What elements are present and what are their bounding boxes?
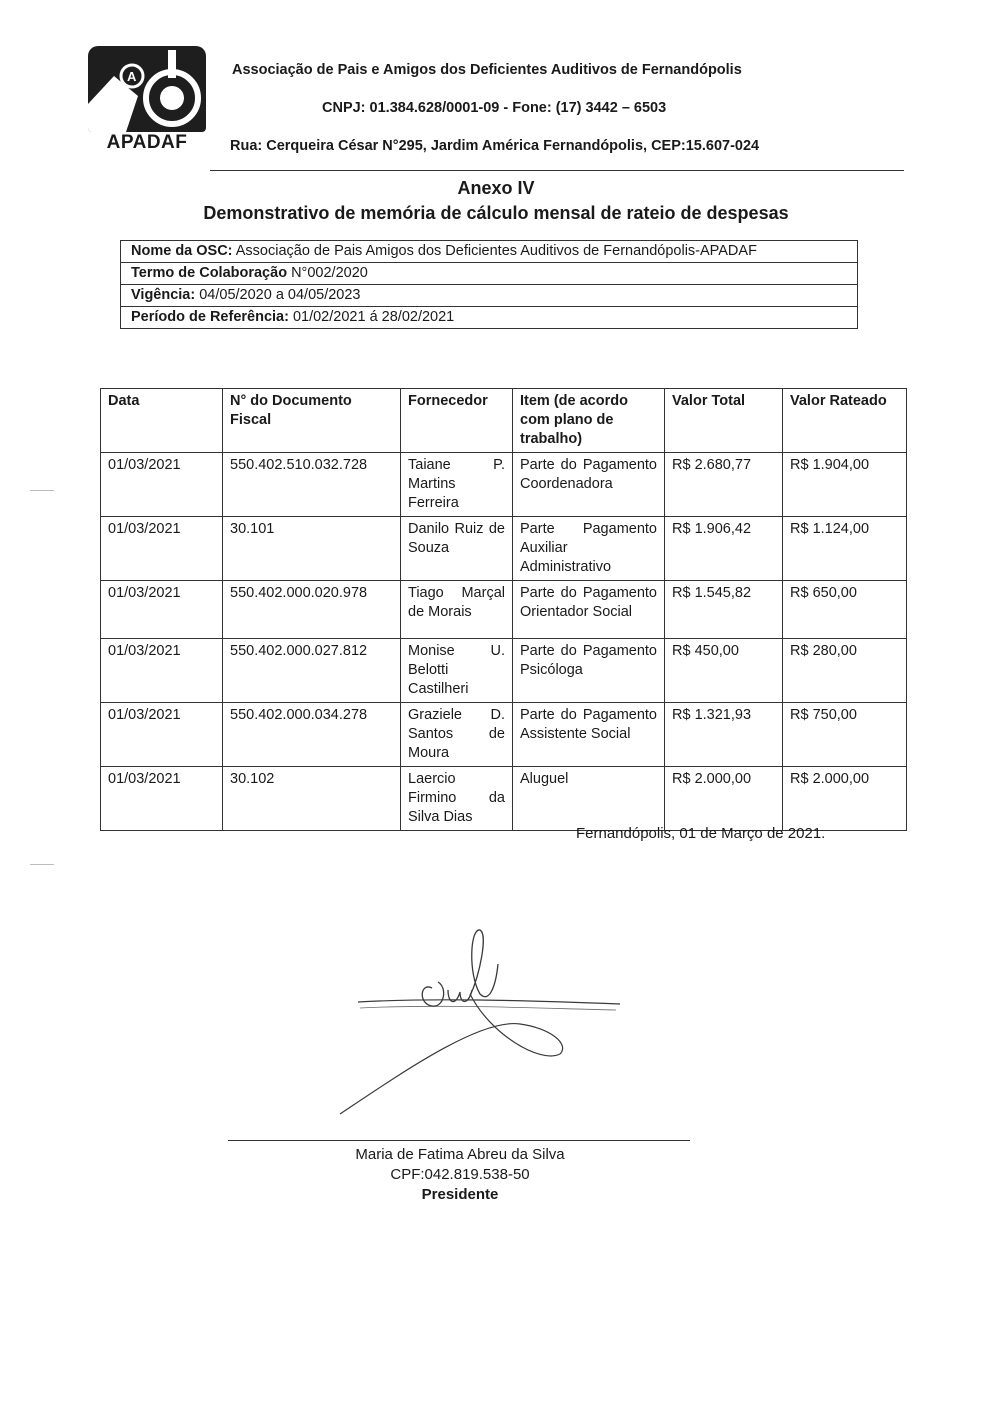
header-data: Data xyxy=(101,389,223,453)
header-divider xyxy=(210,170,904,171)
document-title: Demonstrativo de memória de cálculo mensal de rateio de despesas xyxy=(203,203,789,223)
cell-item: Parte Pagamento Auxiliar Administrativo xyxy=(513,517,665,581)
cnpj-phone: CNPJ: 01.384.628/0001-09 - Fone: (17) 3442 – 6503 xyxy=(322,100,667,116)
cell-item: Parte do Pagamento Orientador Social xyxy=(513,581,665,639)
header-valor-rateado: Valor Rateado xyxy=(783,389,907,453)
info-row-periodo xyxy=(121,307,858,329)
cell-valor-total: R$ 1.321,93 xyxy=(665,703,783,767)
table-header-row xyxy=(101,389,907,453)
vigencia-value: 04/05/2020 a 04/05/2023 xyxy=(195,287,361,303)
cell-valor-total: R$ 2.000,00 xyxy=(665,767,783,831)
info-row-termo xyxy=(121,263,858,285)
cell-valor-rateado: R$ 1.904,00 xyxy=(783,453,907,517)
termo-label: Termo de Colaboração xyxy=(131,265,288,281)
info-cell-periodo xyxy=(121,307,858,329)
expenses-table xyxy=(100,388,907,831)
cell-valor-rateado: R$ 650,00 xyxy=(783,581,907,639)
cell-documento: 550.402.000.027.812 xyxy=(223,639,401,703)
signature-line xyxy=(228,1140,690,1141)
annex-title: Anexo IV xyxy=(457,178,535,198)
cell-fornecedor: Graziele D. Santos de Moura xyxy=(401,703,513,767)
org-address: Rua: Cerqueira César N°295, Jardim América Fernandópolis, CEP:15.607-024 xyxy=(230,138,760,154)
cell-valor-total: R$ 450,00 xyxy=(665,639,783,703)
vigencia-label: Vigência: xyxy=(131,287,196,303)
cell-fornecedor: Monise U. Belotti Castilheri xyxy=(401,639,513,703)
info-cell-vigencia xyxy=(121,285,858,307)
osc-label: Nome da OSC: xyxy=(131,243,233,259)
cell-data: 01/03/2021 xyxy=(101,581,223,639)
table-row xyxy=(101,453,907,517)
place-date: Fernandópolis, 01 de Março de 2021. xyxy=(576,825,826,842)
header-item: Item (de acordo com plano de trabalho) xyxy=(513,389,665,453)
cell-valor-rateado: R$ 280,00 xyxy=(783,639,907,703)
termo-value: N°002/2020 xyxy=(287,265,368,281)
cell-documento: 550.402.000.020.978 xyxy=(223,581,401,639)
periodo-label: Período de Referência: xyxy=(131,309,289,325)
table-row xyxy=(101,581,907,639)
cell-valor-rateado: R$ 2.000,00 xyxy=(783,767,907,831)
cell-documento: 550.402.000.034.278 xyxy=(223,703,401,767)
cell-valor-total: R$ 1.906,42 xyxy=(665,517,783,581)
cell-documento: 30.102 xyxy=(223,767,401,831)
info-cell-termo xyxy=(121,263,858,285)
signatory-role: Presidente xyxy=(421,1186,499,1203)
cell-data: 01/03/2021 xyxy=(101,639,223,703)
table-row xyxy=(101,703,907,767)
cell-valor-total: R$ 1.545,82 xyxy=(665,581,783,639)
cell-valor-rateado: R$ 750,00 xyxy=(783,703,907,767)
cell-fornecedor: Taiane P. Martins Ferreira xyxy=(401,453,513,517)
cell-valor-rateado: R$ 1.124,00 xyxy=(783,517,907,581)
info-box xyxy=(120,240,858,329)
cell-item: Parte do Pagamento Assistente Social xyxy=(513,703,665,767)
svg-text:A: A xyxy=(127,69,137,84)
table-row xyxy=(101,767,907,831)
cell-fornecedor: Tiago Marçal de Morais xyxy=(401,581,513,639)
cell-documento: 30.101 xyxy=(223,517,401,581)
cell-data: 01/03/2021 xyxy=(101,453,223,517)
cell-item: Parte do Pagamento Psicóloga xyxy=(513,639,665,703)
cell-data: 01/03/2021 xyxy=(101,517,223,581)
info-cell-osc xyxy=(121,241,858,263)
cell-item: Parte do Pagamento Coordenadora xyxy=(513,453,665,517)
signatory-cpf: CPF:042.819.538-50 xyxy=(390,1166,530,1183)
ear-ring-icon xyxy=(88,46,206,132)
handwritten-signature xyxy=(320,924,650,1124)
table-row xyxy=(101,639,907,703)
cell-fornecedor: Danilo Ruiz de Souza xyxy=(401,517,513,581)
table-row xyxy=(101,517,907,581)
cell-item: Aluguel xyxy=(513,767,665,831)
logo-emblem xyxy=(88,46,206,132)
info-row-osc xyxy=(121,241,858,263)
info-row-vigencia xyxy=(121,285,858,307)
cell-data: 01/03/2021 xyxy=(101,767,223,831)
cell-data: 01/03/2021 xyxy=(101,703,223,767)
logo-text: APADAF xyxy=(106,132,188,153)
osc-value: Associação de Pais Amigos dos Deficientes Auditivos de Fernandópolis-APADAF xyxy=(232,243,757,259)
header-fornecedor: Fornecedor xyxy=(401,389,513,453)
cell-fornecedor: Laercio Firmino da Silva Dias xyxy=(401,767,513,831)
org-name: Associação de Pais e Amigos dos Deficientes Auditivos de Fernandópolis xyxy=(232,62,742,78)
punch-mark xyxy=(30,490,54,491)
header-documento: N° do Documento Fiscal xyxy=(223,389,401,453)
header-valor-total: Valor Total xyxy=(665,389,783,453)
cell-valor-total: R$ 2.680,77 xyxy=(665,453,783,517)
punch-mark xyxy=(30,864,54,865)
periodo-value: 01/02/2021 á 28/02/2021 xyxy=(288,309,455,325)
apadaf-logo xyxy=(88,46,206,154)
cell-documento: 550.402.510.032.728 xyxy=(223,453,401,517)
signatory-name: Maria de Fatima Abreu da Silva xyxy=(355,1146,565,1163)
